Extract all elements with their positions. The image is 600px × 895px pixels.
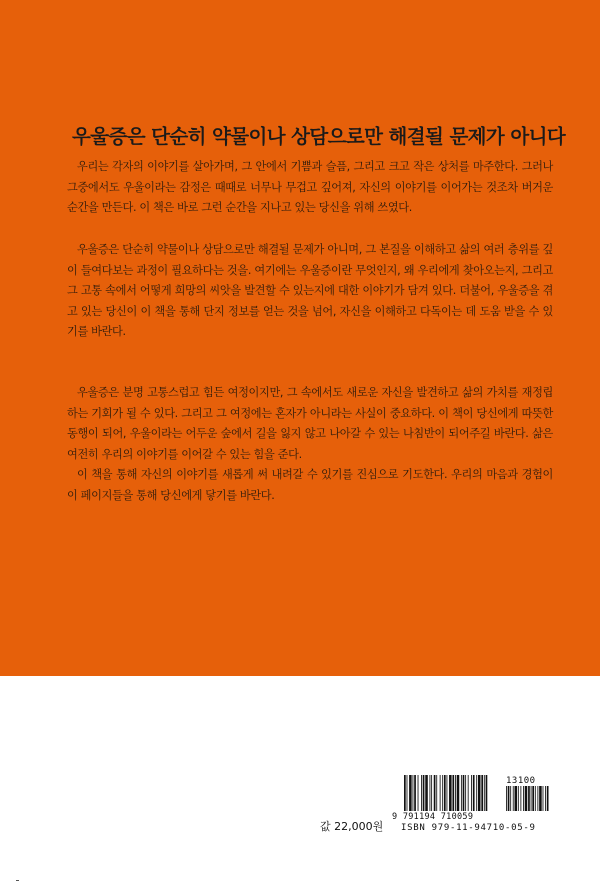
corner-mark (16, 880, 19, 881)
body-paragraph-4: 이 책을 통해 자신의 이야기를 새롭게 써 내려갈 수 있기를 진심으로 기도한다. 우리의 마음과 경험이 이 페이지들을 통해 당신에게 닿기를 바란다. (67, 468, 553, 502)
price-label: 값 22,000원 (320, 820, 384, 833)
body-paragraph-3: 우울증은 분명 고통스럽고 힘든 여정이지만, 그 속에서도 새로운 자신을 발견하고 삶의 가치를 재정립하는 기회가 될 수 있다. 그리고 그 여정에는 혼자가 아니라는 사실이 중요하다. 이 책이 당신에게 따뜻한 동행이 되어, 우울이라는 어두운 숲에서 길을 잃지 않고 나아갈 수 있는 나침반이 되어주길 바란다. 삶은 여전히 우리의 이야기를 이어갈 수 있는 힘을 준다. (67, 386, 553, 461)
barcode-addon-digits: 13100 (506, 776, 536, 786)
body-paragraph-2: 우울증은 단순히 약물이나 상담으로만 해결될 문제가 아니며, 그 본질을 이해하고 삶의 여러 층위를 깊이 들여다보는 과정이 필요하다는 것을. 여기에는 우울증이란 무엇인지, 왜 우리에게 찾아오는지, 그리고 그 고통 속에서 어떻게 희망의 씨앗을 발견할 수 있는지에 대한 이야기가 담겨 있다. 더불어, 우울증을 겪고 있는 당신이 이 책을 통해 단지 정보를 얻는 것을 넘어, 자신을 이해하고 다독이는 데 도움 받을 수 있기를 바란다. (67, 243, 553, 338)
body-paragraph-1: 우리는 각자의 이야기를 살아가며, 그 안에서 기쁨과 슬픔, 그리고 크고 작은 상처를 마주한다. 그러나 그중에서도 우울이라는 감정은 때때로 너무나 무겁고 깊어져, 자신의 이야기를 이어가는 것조차 버거운 순간을 만든다. 이 책은 바로 그런 순간을 지나고 있는 당신을 위해 쓰였다. (67, 160, 553, 214)
headline: 우울증은 단순히 약물이나 상담으로만 해결될 문제가 아니다 (72, 125, 566, 148)
isbn-number: ISBN 979-11-94710-05-9 (401, 823, 536, 833)
barcode-ean-digits: 9 791194 710059 (392, 812, 474, 822)
